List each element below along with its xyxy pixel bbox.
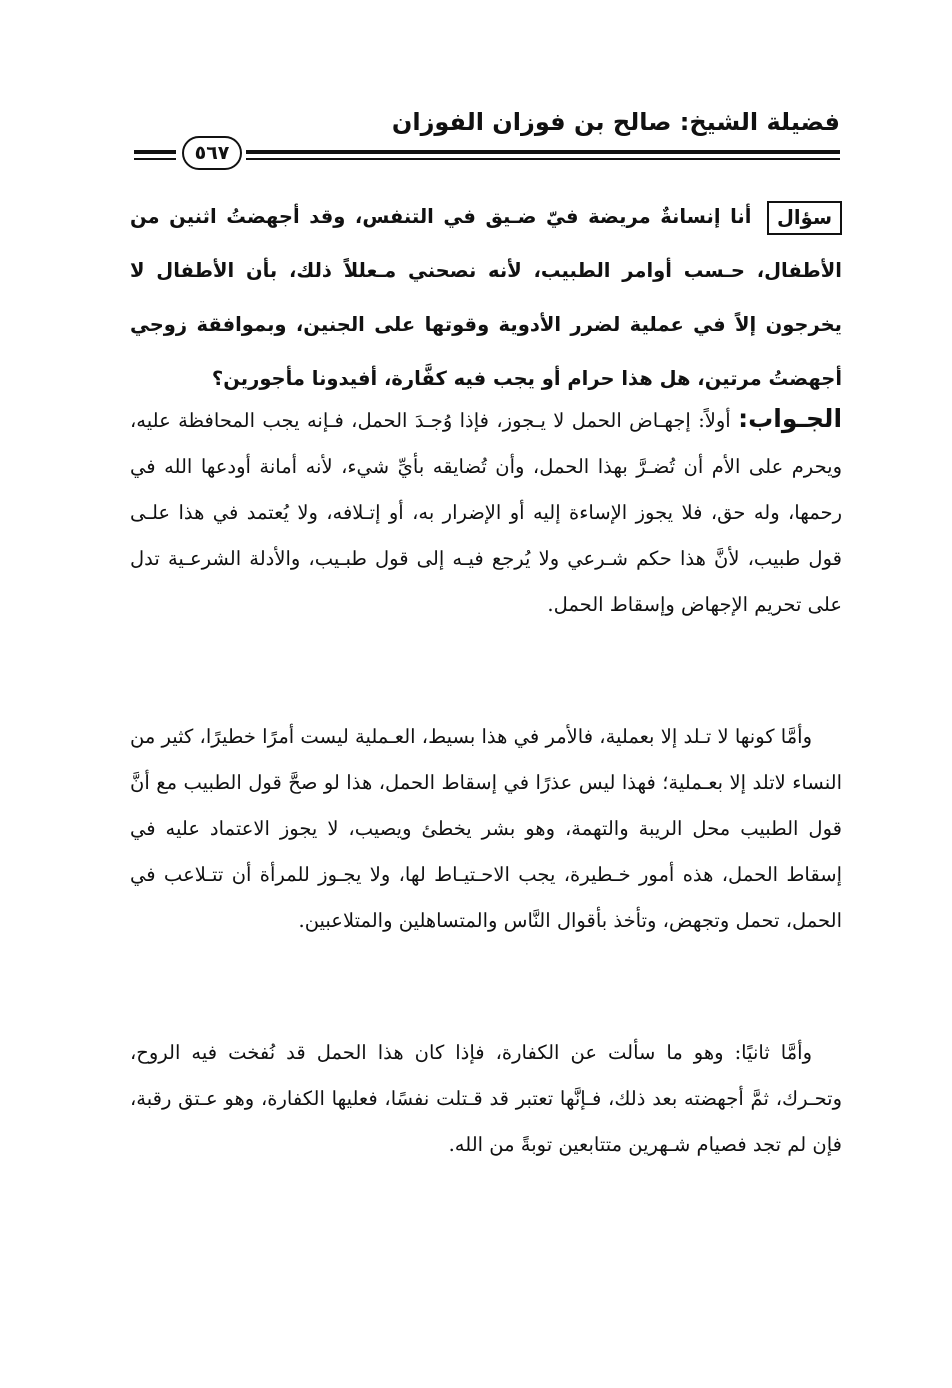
answer-paragraph-2-text: وأمَّا كونها لا تـلد إلا بعملية، فالأمر في هذا بسيط، العـملية ليست أمرًا خطيرًا، كثير من النساء لاتلد إلا بعـملية؛ فهذا ليس عذرًا في إسقاط الحمل، هذا لو صحَّ قول الطبيب مع أنَّ قول الطبيب محل الريبة والتهمة، وهو بشر يخطئ ويصيب، لا يجوز الاعتماد عليه في إسقاط الحمل، هذه أمور خـطيرة، يجب الاحـتيـاط لها، ولا يجـوز للمرأة أن تتـلاعب في الحمل، تحمل وتجهض، وتأخذ بأقوال النَّاس والمتساهلين والمتلاعبين. — [130, 725, 842, 932]
header-rule-right-thin — [246, 158, 840, 160]
header-rule-left — [134, 150, 176, 154]
header-rule-right — [246, 150, 840, 154]
header-title: فضيلة الشيخ: صالح بن فوزان الفوزان — [391, 108, 840, 136]
answer-paragraph-1-text: أولاً: إجهـاض الحمل لا يـجوز، فإذا وُجـدَ الحمل، فـإنه يجب المحافظة عليه، ويحرم على الأم أن تُضـرَّ بهذا الحمل، وأن تُضايقه بأيِّ شيء، لأنه أمانة أودعها الله في رحمها، وله حق، فلا يجوز الإساءة إليه أو الإضرار به، أو إتـلافه، ولا يُعتمد في هذا علـى قول طبيب، لأنَّ هذا حكم شـرعي ولا يُرجع فيـه إلى قول طبـيب، والأدلة الشرعـية تدل على تحريم الإجهاض وإسقاط الحمل. — [130, 409, 842, 616]
answer-label: الجـواب: — [738, 404, 843, 433]
answer-paragraph-1 — [130, 396, 842, 628]
header-rule-left-thin — [134, 158, 176, 160]
question-text: أنا إنسانةٌ مريضة فيّ ضـيق في التنفس، وقد أجهضتُ اثنين من الأطفال، حـسب أوامر الطبيب، لأنه نصحني مـعللاً ذلك، بأن الأطفال لا يخرجون إلاً في عملية لضرر الأدوية وقوتها على الجنين، وبموافقة زوجي أجهضتُ مرتين، هل هذا حرام أو يجب فيه كفَّارة، أفيدونا مأجورين؟ — [130, 205, 842, 390]
answer-paragraph-3 — [130, 1030, 842, 1168]
question-block — [130, 190, 842, 406]
question-label: سؤال — [767, 201, 842, 235]
answer-paragraph-3-text: وأمَّا ثانيًا: وهو ما سألت عن الكفارة، فإذا كان هذا الحمل قد نُفخت فيه الروح، وتحـرك، ثمَّ أجهضته بعد ذلك، فـإنَّها تعتبر قد قـتلت نفسًا، فعليها الكفارة، وهو عـتق رقبة، فإن لم تجد فصيام شـهرين متتابعين توبةً من الله. — [130, 1041, 842, 1156]
answer-paragraph-2 — [130, 714, 842, 944]
page-number: ٥٦٧ — [182, 136, 242, 170]
